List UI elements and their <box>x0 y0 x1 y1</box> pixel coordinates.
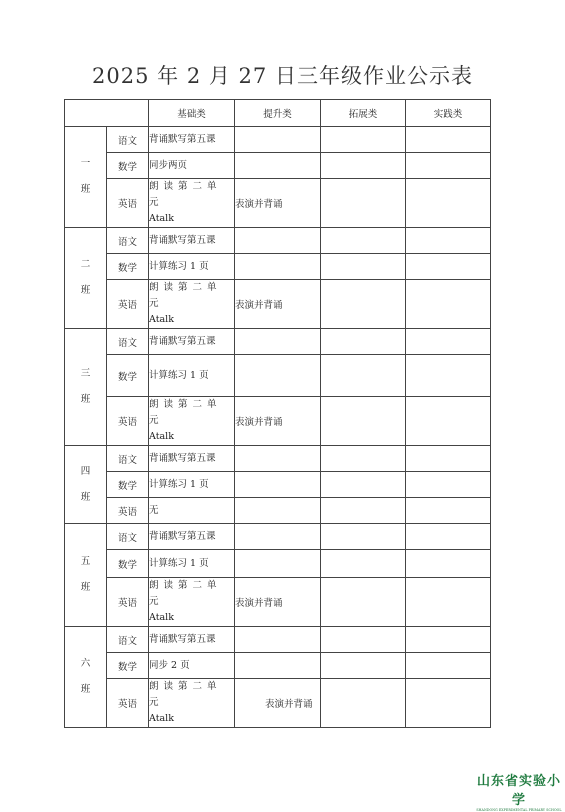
improve-cell <box>235 550 321 578</box>
table-row <box>65 329 491 355</box>
table-row <box>65 254 491 280</box>
expand-cell <box>321 524 406 550</box>
basic-cell: 朗读第二单元 Atalk <box>149 179 235 228</box>
header-blank <box>65 100 149 127</box>
practice-cell <box>406 679 491 728</box>
practice-cell <box>406 627 491 653</box>
subject-cell: 语文 <box>107 627 149 653</box>
practice-cell <box>406 254 491 280</box>
expand-cell <box>321 472 406 498</box>
class-label: 二 班 <box>65 228 107 329</box>
expand-cell <box>321 397 406 446</box>
improve-cell <box>235 627 321 653</box>
expand-cell <box>321 153 406 179</box>
table-row <box>65 280 491 329</box>
subject-cell: 数学 <box>107 550 149 578</box>
expand-cell <box>321 254 406 280</box>
expand-cell <box>321 498 406 524</box>
subject-cell: 数学 <box>107 653 149 679</box>
improve-cell <box>235 228 321 254</box>
subject-cell: 英语 <box>107 578 149 627</box>
table-row <box>65 127 491 153</box>
improve-cell <box>235 653 321 679</box>
improve-cell: 表演并背诵 <box>235 397 321 446</box>
expand-cell <box>321 550 406 578</box>
table-row <box>65 355 491 397</box>
expand-cell <box>321 355 406 397</box>
header-expand: 拓展类 <box>321 100 406 127</box>
subject-cell: 英语 <box>107 498 149 524</box>
class-label: 一 班 <box>65 127 107 228</box>
header-improve: 提升类 <box>235 100 321 127</box>
school-logo <box>474 770 564 812</box>
expand-cell <box>321 127 406 153</box>
basic-cell: 背诵默写第五课 <box>149 627 235 653</box>
subject-cell: 英语 <box>107 179 149 228</box>
class-label: 五 班 <box>65 524 107 627</box>
table-row <box>65 550 491 578</box>
subject-cell: 数学 <box>107 254 149 280</box>
practice-cell <box>406 153 491 179</box>
header-basic: 基础类 <box>149 100 235 127</box>
practice-cell <box>406 653 491 679</box>
practice-cell <box>406 355 491 397</box>
basic-cell: 计算练习 1 页 <box>149 472 235 498</box>
basic-cell: 背诵默写第五课 <box>149 228 235 254</box>
subject-cell: 数学 <box>107 153 149 179</box>
practice-cell <box>406 472 491 498</box>
table-row <box>65 397 491 446</box>
table-row <box>65 498 491 524</box>
header-practice: 实践类 <box>406 100 491 127</box>
class-label: 六 班 <box>65 627 107 728</box>
basic-cell: 朗读第二单元 Atalk <box>149 397 235 446</box>
table-row <box>65 179 491 228</box>
practice-cell <box>406 550 491 578</box>
practice-cell <box>406 498 491 524</box>
table-row <box>65 446 491 472</box>
subject-cell: 语文 <box>107 329 149 355</box>
basic-cell: 背诵默写第五课 <box>149 329 235 355</box>
table-row <box>65 524 491 550</box>
homework-table <box>64 99 491 728</box>
improve-cell: 表演并背诵 <box>235 679 321 728</box>
basic-cell: 背诵默写第五课 <box>149 127 235 153</box>
expand-cell <box>321 679 406 728</box>
practice-cell <box>406 446 491 472</box>
basic-cell: 背诵默写第五课 <box>149 446 235 472</box>
basic-cell: 同步两页 <box>149 153 235 179</box>
expand-cell <box>321 228 406 254</box>
practice-cell <box>406 280 491 329</box>
school-logo-name: 山东省实验小学 <box>476 774 561 808</box>
subject-cell: 语文 <box>107 524 149 550</box>
table-row <box>65 653 491 679</box>
improve-cell <box>235 254 321 280</box>
table-row <box>65 472 491 498</box>
practice-cell <box>406 329 491 355</box>
page-title: 2025 年 2 月 27 日三年级作业公示表 <box>92 64 473 88</box>
header-row <box>65 100 491 127</box>
improve-cell <box>235 524 321 550</box>
improve-cell <box>235 498 321 524</box>
basic-cell: 朗读第二单元 Atalk <box>149 679 235 728</box>
improve-cell <box>235 472 321 498</box>
practice-cell <box>406 578 491 627</box>
expand-cell <box>321 446 406 472</box>
basic-cell: 计算练习 1 页 <box>149 550 235 578</box>
table-row <box>65 153 491 179</box>
table-row <box>65 228 491 254</box>
basic-cell: 计算练习 1 页 <box>149 254 235 280</box>
class-label: 三 班 <box>65 329 107 446</box>
improve-cell <box>235 355 321 397</box>
subject-cell: 英语 <box>107 679 149 728</box>
school-logo-english: SHANDONG EXPERIMENTAL PRIMARY SCHOOL <box>476 808 562 812</box>
table-row <box>65 578 491 627</box>
improve-cell <box>235 446 321 472</box>
basic-cell: 无 <box>149 498 235 524</box>
subject-cell: 数学 <box>107 472 149 498</box>
table-row <box>65 627 491 653</box>
subject-cell: 英语 <box>107 397 149 446</box>
expand-cell <box>321 653 406 679</box>
basic-cell: 计算练习 1 页 <box>149 355 235 397</box>
improve-cell <box>235 153 321 179</box>
subject-cell: 语文 <box>107 228 149 254</box>
subject-cell: 英语 <box>107 280 149 329</box>
improve-cell <box>235 329 321 355</box>
expand-cell <box>321 179 406 228</box>
expand-cell <box>321 280 406 329</box>
basic-cell: 背诵默写第五课 <box>149 524 235 550</box>
practice-cell <box>406 524 491 550</box>
basic-cell: 同步 2 页 <box>149 653 235 679</box>
table-row <box>65 679 491 728</box>
improve-cell: 表演并背诵 <box>235 280 321 329</box>
subject-cell: 数学 <box>107 355 149 397</box>
practice-cell <box>406 127 491 153</box>
class-label: 四 班 <box>65 446 107 524</box>
practice-cell <box>406 228 491 254</box>
improve-cell <box>235 127 321 153</box>
practice-cell <box>406 179 491 228</box>
expand-cell <box>321 578 406 627</box>
practice-cell <box>406 397 491 446</box>
basic-cell: 朗读第二单元 Atalk <box>149 578 235 627</box>
improve-cell: 表演并背诵 <box>235 179 321 228</box>
basic-cell: 朗读第二单元 Atalk <box>149 280 235 329</box>
expand-cell <box>321 329 406 355</box>
improve-cell: 表演并背诵 <box>235 578 321 627</box>
subject-cell: 语文 <box>107 446 149 472</box>
expand-cell <box>321 627 406 653</box>
subject-cell: 语文 <box>107 127 149 153</box>
